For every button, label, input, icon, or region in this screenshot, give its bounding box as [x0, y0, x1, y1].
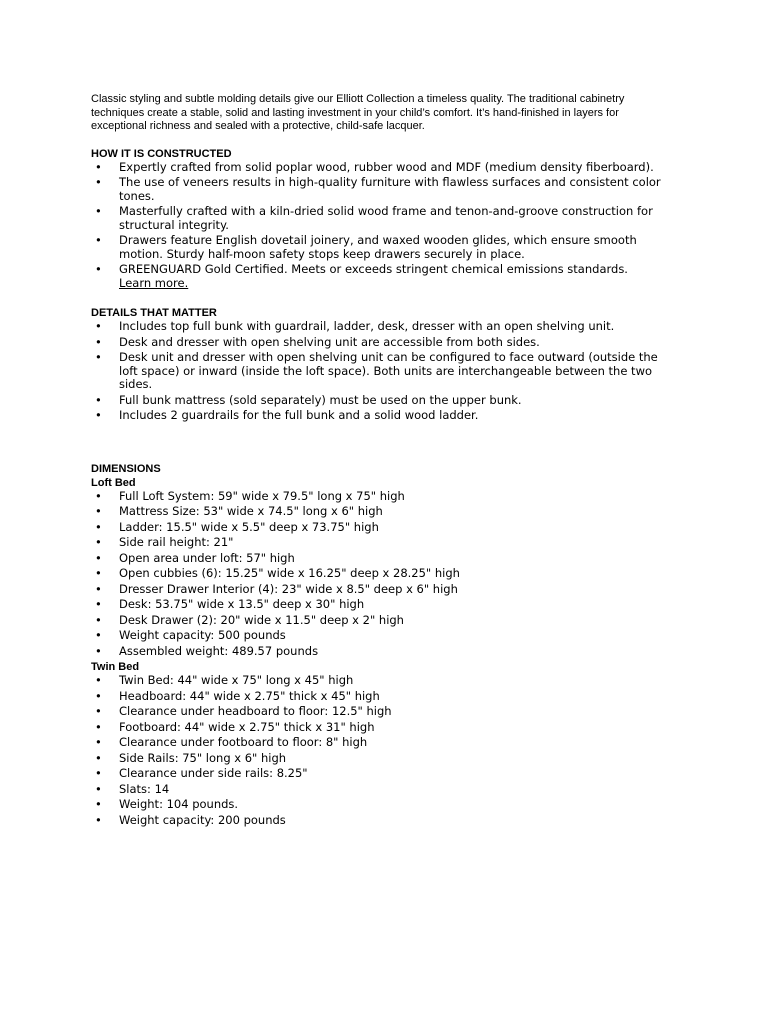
dimension-item: • Ladder: 15.5" wide x 5.5" deep x 73.75" high [91, 521, 661, 535]
dimension-item: • Slats: 14 [91, 783, 661, 797]
details-item: • Includes 2 guardrails for the full bunk and a solid wood ladder. [91, 409, 661, 423]
construction-heading: HOW IT IS CONSTRUCTED [91, 147, 232, 160]
dimension-item: • Weight capacity: 200 pounds [91, 814, 661, 828]
intro-paragraph: Classic styling and subtle molding details give our Elliott Collection a timeless quality. The traditional cabinetry techniques create a stable, solid and lasting investment in your child’s comfort. It’s hand-finished in layers for exceptional richness and sealed with a protective, child-safe lacquer. [91, 93, 625, 132]
construction-list [91, 161, 661, 291]
dimension-item: • Open cubbies (6): 15.25" wide x 16.25" deep x 28.25" high [91, 567, 661, 581]
dimension-item: • Headboard: 44" wide x 2.75" thick x 45" high [91, 690, 661, 704]
twin-bed-heading: Twin Bed [91, 661, 140, 673]
construction-item: • The use of veneers results in high-quality furniture with flawless surfaces and consistent color tones. [91, 176, 661, 203]
twin-bed-dimensions-list [91, 674, 661, 827]
details-heading: DETAILS THAT MATTER [91, 307, 217, 319]
dimension-item: • Desk Drawer (2): 20" wide x 11.5" deep x 2" high [91, 614, 661, 628]
dimension-item: • Clearance under headboard to floor: 12.5" high [91, 705, 661, 719]
details-list [91, 320, 661, 423]
construction-item: • GREENGUARD Gold Certified. Meets or exceeds stringent chemical emissions standards. Learn more. [91, 263, 661, 290]
dimension-item: • Side Rails: 75" long x 6" high [91, 752, 661, 766]
dimension-item: • Side rail height: 21" [91, 536, 661, 550]
dimension-item: • Weight: 104 pounds. [91, 798, 661, 812]
dimension-item: • Clearance under footboard to floor: 8" high [91, 736, 661, 750]
construction-item: • Masterfully crafted with a kiln-dried solid wood frame and tenon-and-groove construction for structural integrity. [91, 205, 661, 232]
loft-bed-heading: Loft Bed [91, 476, 136, 489]
product-description [91, 93, 661, 829]
details-item: • Full bunk mattress (sold separately) must be used on the upper bunk. [91, 394, 661, 408]
dimension-item: • Clearance under side rails: 8.25" [91, 767, 661, 781]
dimension-item: • Dresser Drawer Interior (4): 23" wide x 8.5" deep x 6" high [91, 583, 661, 597]
details-item: • Includes top full bunk with guardrail, ladder, desk, dresser with an open shelving unit. [91, 320, 661, 334]
details-item: • Desk unit and dresser with open shelving unit can be configured to face outward (outside the loft space) or inward (inside the loft space). Both units are interchangeable between the two sides. [91, 351, 661, 392]
dimension-item: • Mattress Size: 53" wide x 74.5" long x 6" high [91, 505, 661, 519]
dimension-item: • Full Loft System: 59" wide x 79.5" long x 75" high [91, 490, 661, 504]
construction-item: • Drawers feature English dovetail joinery, and waxed wooden glides, which ensure smooth motion. Sturdy half-moon safety stops keep drawers securely in place. [91, 234, 661, 261]
details-item: • Desk and dresser with open shelving unit are accessible from both sides. [91, 336, 661, 350]
dimensions-heading: DIMENSIONS [91, 462, 161, 475]
dimension-item: • Desk: 53.75" wide x 13.5" deep x 30" high [91, 598, 661, 612]
dimension-item: • Assembled weight: 489.57 pounds [91, 645, 661, 659]
dimension-item: • Twin Bed: 44" wide x 75" long x 45" high [91, 674, 661, 688]
dimension-item: • Weight capacity: 500 pounds [91, 629, 661, 643]
dimension-item: • Open area under loft: 57" high [91, 552, 661, 566]
dimension-item: • Footboard: 44" wide x 2.75" thick x 31" high [91, 721, 661, 735]
learn-more-link[interactable]: Learn more. [119, 275, 189, 290]
loft-bed-dimensions-list [91, 490, 661, 659]
construction-item: • Expertly crafted from solid poplar wood, rubber wood and MDF (medium density fiberboard). [91, 161, 661, 175]
